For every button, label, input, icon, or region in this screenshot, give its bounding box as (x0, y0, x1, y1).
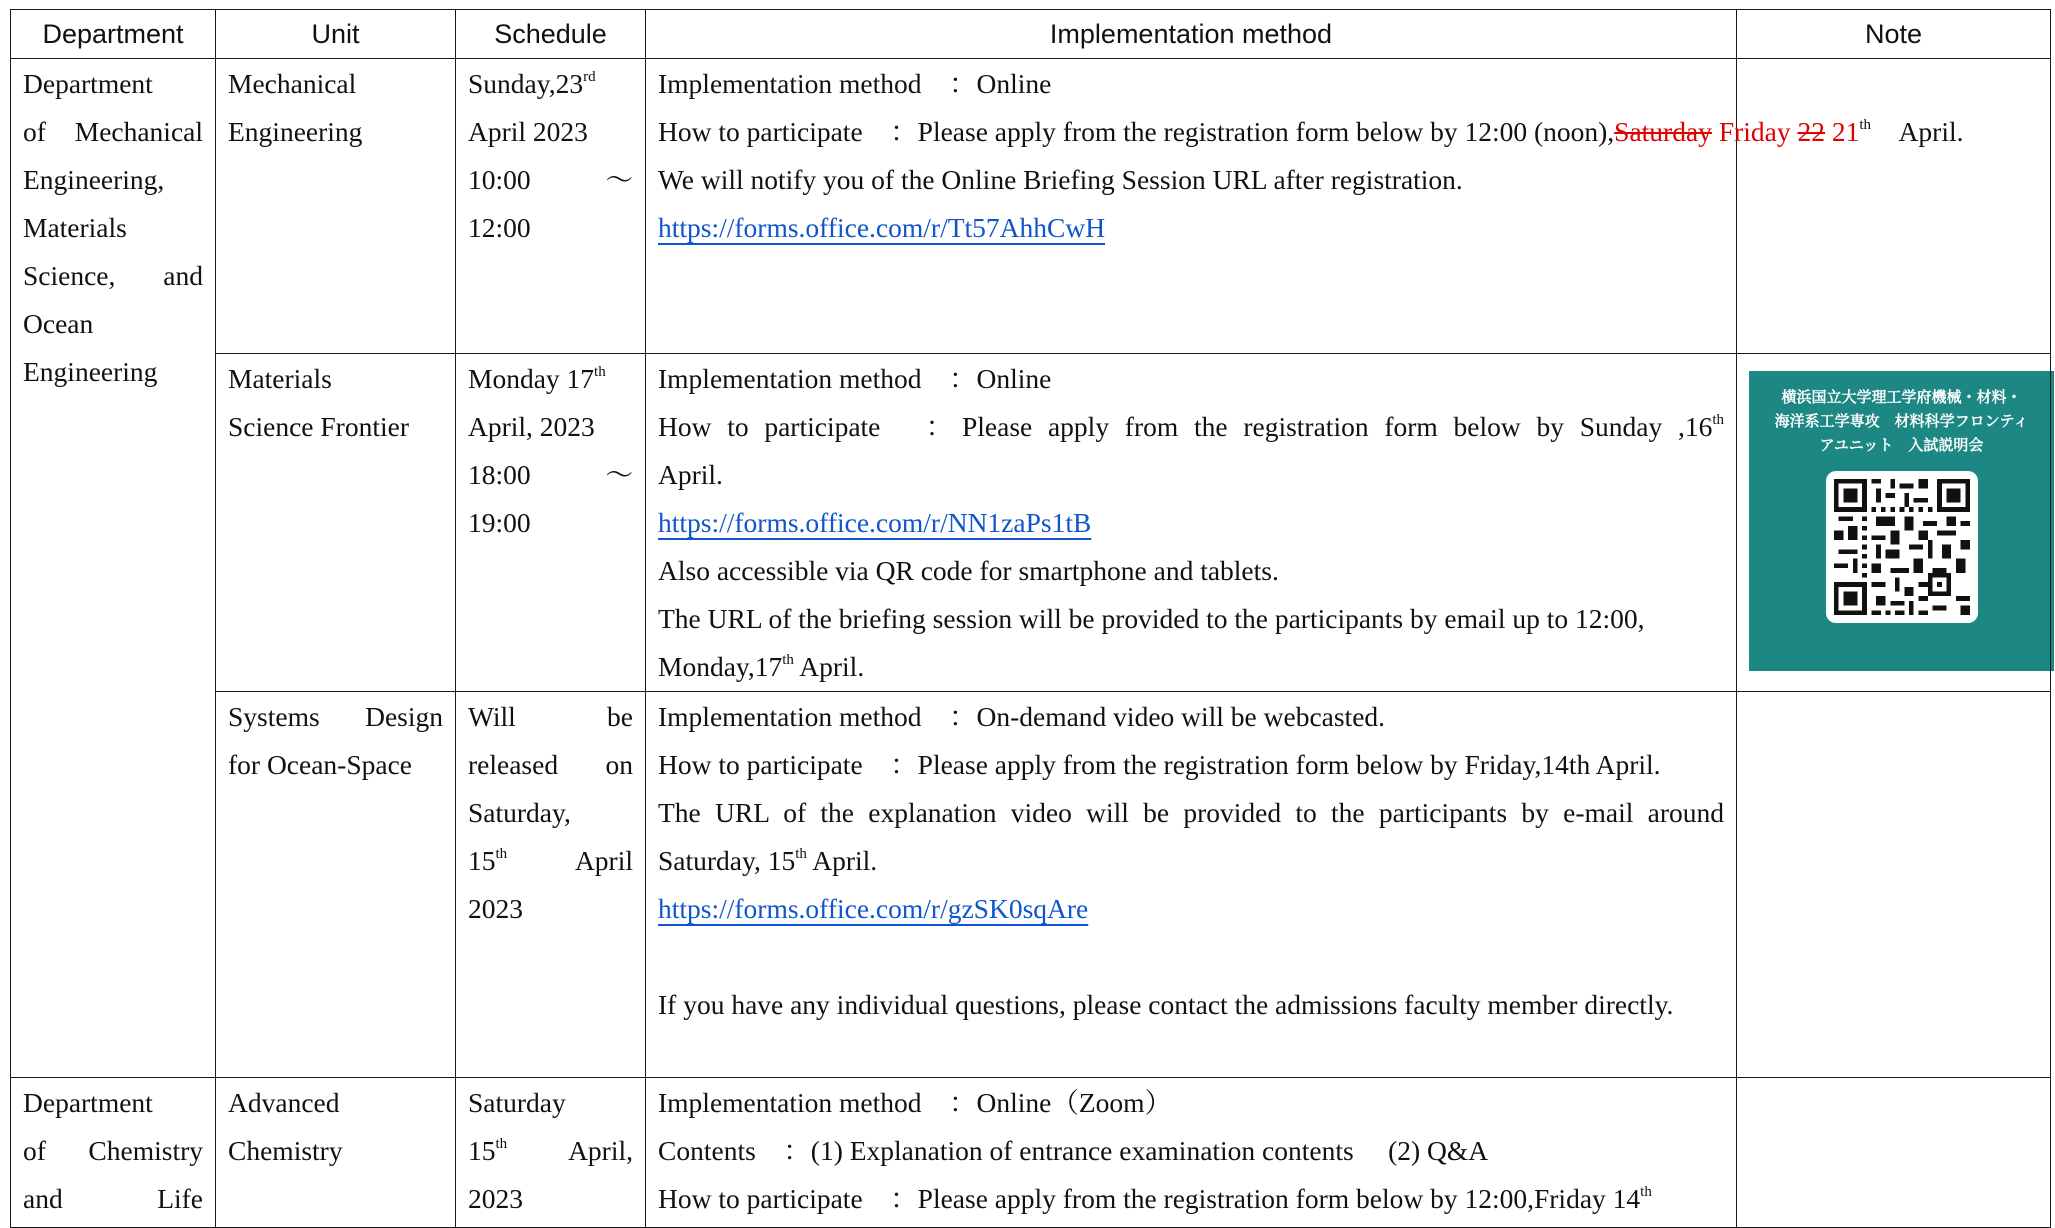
implementation-mechanical-cell (646, 59, 1964, 354)
participation-text: How to participate ：Please apply from the registration form below by Sunday ,16th (658, 411, 1724, 442)
unit-ocean-space-cell (216, 692, 456, 1078)
deleted-date-text: 22 (1797, 116, 1825, 147)
department-line: Materials (23, 212, 127, 243)
schedule-line: Saturday, (468, 797, 571, 828)
department-line: Ocean (23, 308, 94, 339)
implementation-materials-cell (646, 354, 1737, 692)
department-chemistry-cell (11, 1078, 216, 1228)
unit-line: Chemistry (228, 1135, 343, 1166)
briefing-url-text: The URL of the briefing session will be provided to the participants by email up to 12:00, (658, 603, 1645, 634)
schedule-line: Will be (468, 701, 633, 732)
unit-line: Systems Design (228, 701, 443, 732)
contact-text: If you have any individual questions, please contact the admissions faculty member directly. (658, 989, 1674, 1020)
participation-text: How to participate ：Please apply from the registration form below by 12:00 (noon),Saturday Friday 22 21th April. (658, 116, 1964, 147)
department-line: Department (23, 1087, 153, 1118)
department-line: Engineering (23, 356, 158, 387)
implementation-method-text: Implementation method ：Online (658, 363, 1052, 394)
video-url-text: The URL of the explanation video will be provided to the participants by e-mail around (658, 797, 1724, 828)
qr-caption-line: アユニット 入試説明会 (1819, 436, 1984, 454)
registration-form-link[interactable]: https://forms.office.com/r/Tt57AhhCwH (658, 212, 1106, 243)
schedule-line: 2023 (468, 893, 523, 924)
department-line: of Chemistry (23, 1135, 203, 1166)
qr-code-icon[interactable] (1826, 471, 1978, 623)
header-schedule: Schedule (456, 10, 646, 59)
department-mechanical-cell (11, 59, 216, 1078)
table-row (11, 692, 2051, 1078)
note-chemistry-cell (1737, 1078, 2051, 1228)
implementation-method-text: Implementation method ：Online（Zoom） (658, 1087, 1173, 1118)
participation-text: How to participate ：Please apply from the registration form below by Friday,14th April. (658, 749, 1661, 780)
table-row (11, 1078, 2051, 1228)
schedule-date: Sunday,23rd (468, 68, 596, 99)
schedule-line: 2023 (468, 1183, 523, 1214)
schedule-chemistry-cell (456, 1078, 646, 1228)
department-line: of Mechanical (23, 116, 203, 147)
table-row (11, 354, 2051, 692)
video-url-date: Saturday, 15th April. (658, 845, 878, 876)
note-mechanical-cell (1737, 59, 2051, 354)
table-row (11, 59, 2051, 354)
participation-text: How to participate ：Please apply from the registration form below by 12:00,Friday 14th (658, 1183, 1652, 1214)
unit-line: Science Frontier (228, 411, 409, 442)
schedule-materials-cell (456, 354, 646, 692)
implementation-method-text: Implementation method ：On-demand video will be webcasted. (658, 701, 1386, 732)
table-header-row (11, 10, 2051, 59)
qr-caption-line: 海洋系工学専攻 材料科学フロンティ (1774, 412, 2029, 430)
schedule-date: Monday 17th (468, 363, 606, 394)
unit-line: Mechanical (228, 68, 357, 99)
header-department: Department (11, 10, 216, 59)
unit-materials-science-cell (216, 354, 456, 692)
briefing-schedule-table (10, 9, 2051, 1228)
schedule-month: April 2023 (468, 116, 588, 147)
tilde-separator: ～ (605, 459, 633, 490)
implementation-ocean-cell (646, 692, 1737, 1078)
deleted-day-text: Saturday (1614, 116, 1712, 147)
schedule-start-time: 10:00 ～ (468, 164, 633, 195)
tilde-separator: ～ (605, 164, 633, 195)
implementation-chemistry-cell (646, 1078, 1737, 1228)
schedule-month: April, 2023 (468, 411, 595, 442)
schedule-start-time: 18:00 ～ (468, 459, 633, 490)
schedule-line: Saturday (468, 1087, 566, 1118)
qr-code-card[interactable] (1749, 371, 2054, 671)
participation-text-cont: April. (658, 459, 723, 490)
schedule-end-time: 12:00 (468, 212, 531, 243)
schedule-line: 15th April, (468, 1135, 633, 1166)
registration-form-link[interactable]: https://forms.office.com/r/NN1zaPs1tB (658, 507, 1092, 538)
department-line: and Life (23, 1183, 203, 1214)
note-materials-cell (1737, 354, 2051, 692)
note-ocean-cell (1737, 692, 2051, 1078)
department-line: Science, and (23, 260, 203, 291)
contents-text: Contents ：(1) Explanation of entrance examination contents (2) Q&A (658, 1135, 1489, 1166)
unit-line: Engineering (228, 116, 363, 147)
department-line: Department (23, 68, 153, 99)
schedule-ocean-cell (456, 692, 646, 1078)
qr-access-text: Also accessible via QR code for smartphone and tablets. (658, 555, 1279, 586)
schedule-line: released on (468, 749, 633, 780)
inserted-day-text: Friday (1711, 116, 1798, 147)
department-line: Engineering, (23, 164, 165, 195)
unit-line: for Ocean-Space (228, 749, 412, 780)
unit-line: Advanced (228, 1087, 340, 1118)
notification-text: We will notify you of the Online Briefing Session URL after registration. (658, 164, 1463, 195)
header-note: Note (1737, 10, 2051, 59)
implementation-method-text: Implementation method ：Online (658, 68, 1052, 99)
unit-advanced-chemistry-cell (216, 1078, 456, 1228)
schedule-end-time: 19:00 (468, 507, 531, 538)
qr-caption-line: 横浜国立大学理工学府機械・材料・ (1781, 388, 2022, 406)
registration-form-link[interactable]: https://forms.office.com/r/gzSK0sqAre (658, 893, 1089, 924)
schedule-mechanical-cell (456, 59, 646, 354)
briefing-url-date: Monday,17th April. (658, 651, 865, 682)
header-implementation-method: Implementation method (646, 10, 1737, 59)
inserted-date-text: 21 (1825, 116, 1860, 147)
unit-line: Materials (228, 363, 332, 394)
qr-code-graphic (1834, 479, 1970, 615)
schedule-line: 15th April (468, 845, 633, 876)
header-unit: Unit (216, 10, 456, 59)
unit-mechanical-engineering-cell (216, 59, 456, 354)
